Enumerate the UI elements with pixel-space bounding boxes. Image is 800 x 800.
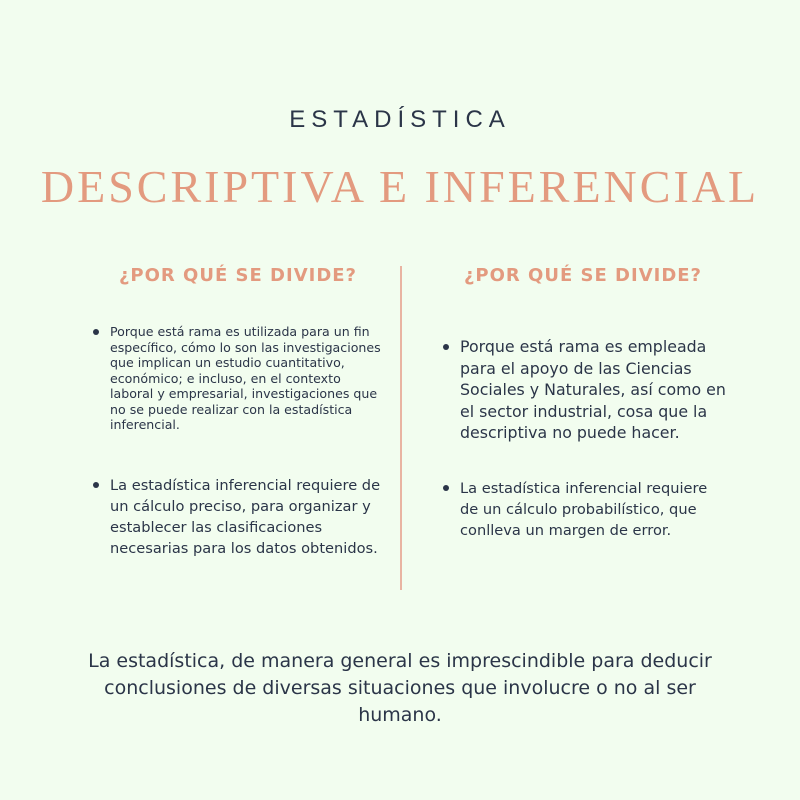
right-column: [440, 265, 726, 541]
list-item: La estadística inferencial requiere de un cálculo preciso, para organizar y establecer las clasificaciones necesarias para los datos obtenidos.: [90, 475, 386, 559]
left-column-heading: ¿POR QUÉ SE DIVIDE?: [118, 265, 357, 286]
right-column-heading: ¿POR QUÉ SE DIVIDE?: [463, 265, 702, 286]
list-item: Porque está rama es utilizada para un fin específico, cómo lo son las investigaciones que implican un estudio cuantitativo, económico; e incluso, en el contexto laboral y empresarial, investigaciones que no se puede realizar con la estadística inferencial.: [90, 324, 386, 433]
conclusion-text: La estadística, de manera general es imprescindible para deducir conclusiones de diversas situaciones que involucre o no al ser humano.: [88, 650, 712, 726]
page-title: DESCRIPTIVA E INFERENCIAL: [40, 161, 760, 212]
pretitle: ESTADÍSTICA: [289, 106, 511, 133]
list-item: La estadística inferencial requiere de un cálculo probabilístico, que conlleva un margen de error.: [440, 478, 726, 541]
right-bullet-list: [440, 336, 726, 541]
left-bullet-list: [90, 324, 386, 559]
left-column: [90, 265, 386, 559]
list-item: Porque está rama es empleada para el apoyo de las Ciencias Sociales y Naturales, así como en el sector industrial, cosa que la descriptiva no puede hacer.: [440, 336, 726, 444]
column-divider: [400, 266, 402, 590]
